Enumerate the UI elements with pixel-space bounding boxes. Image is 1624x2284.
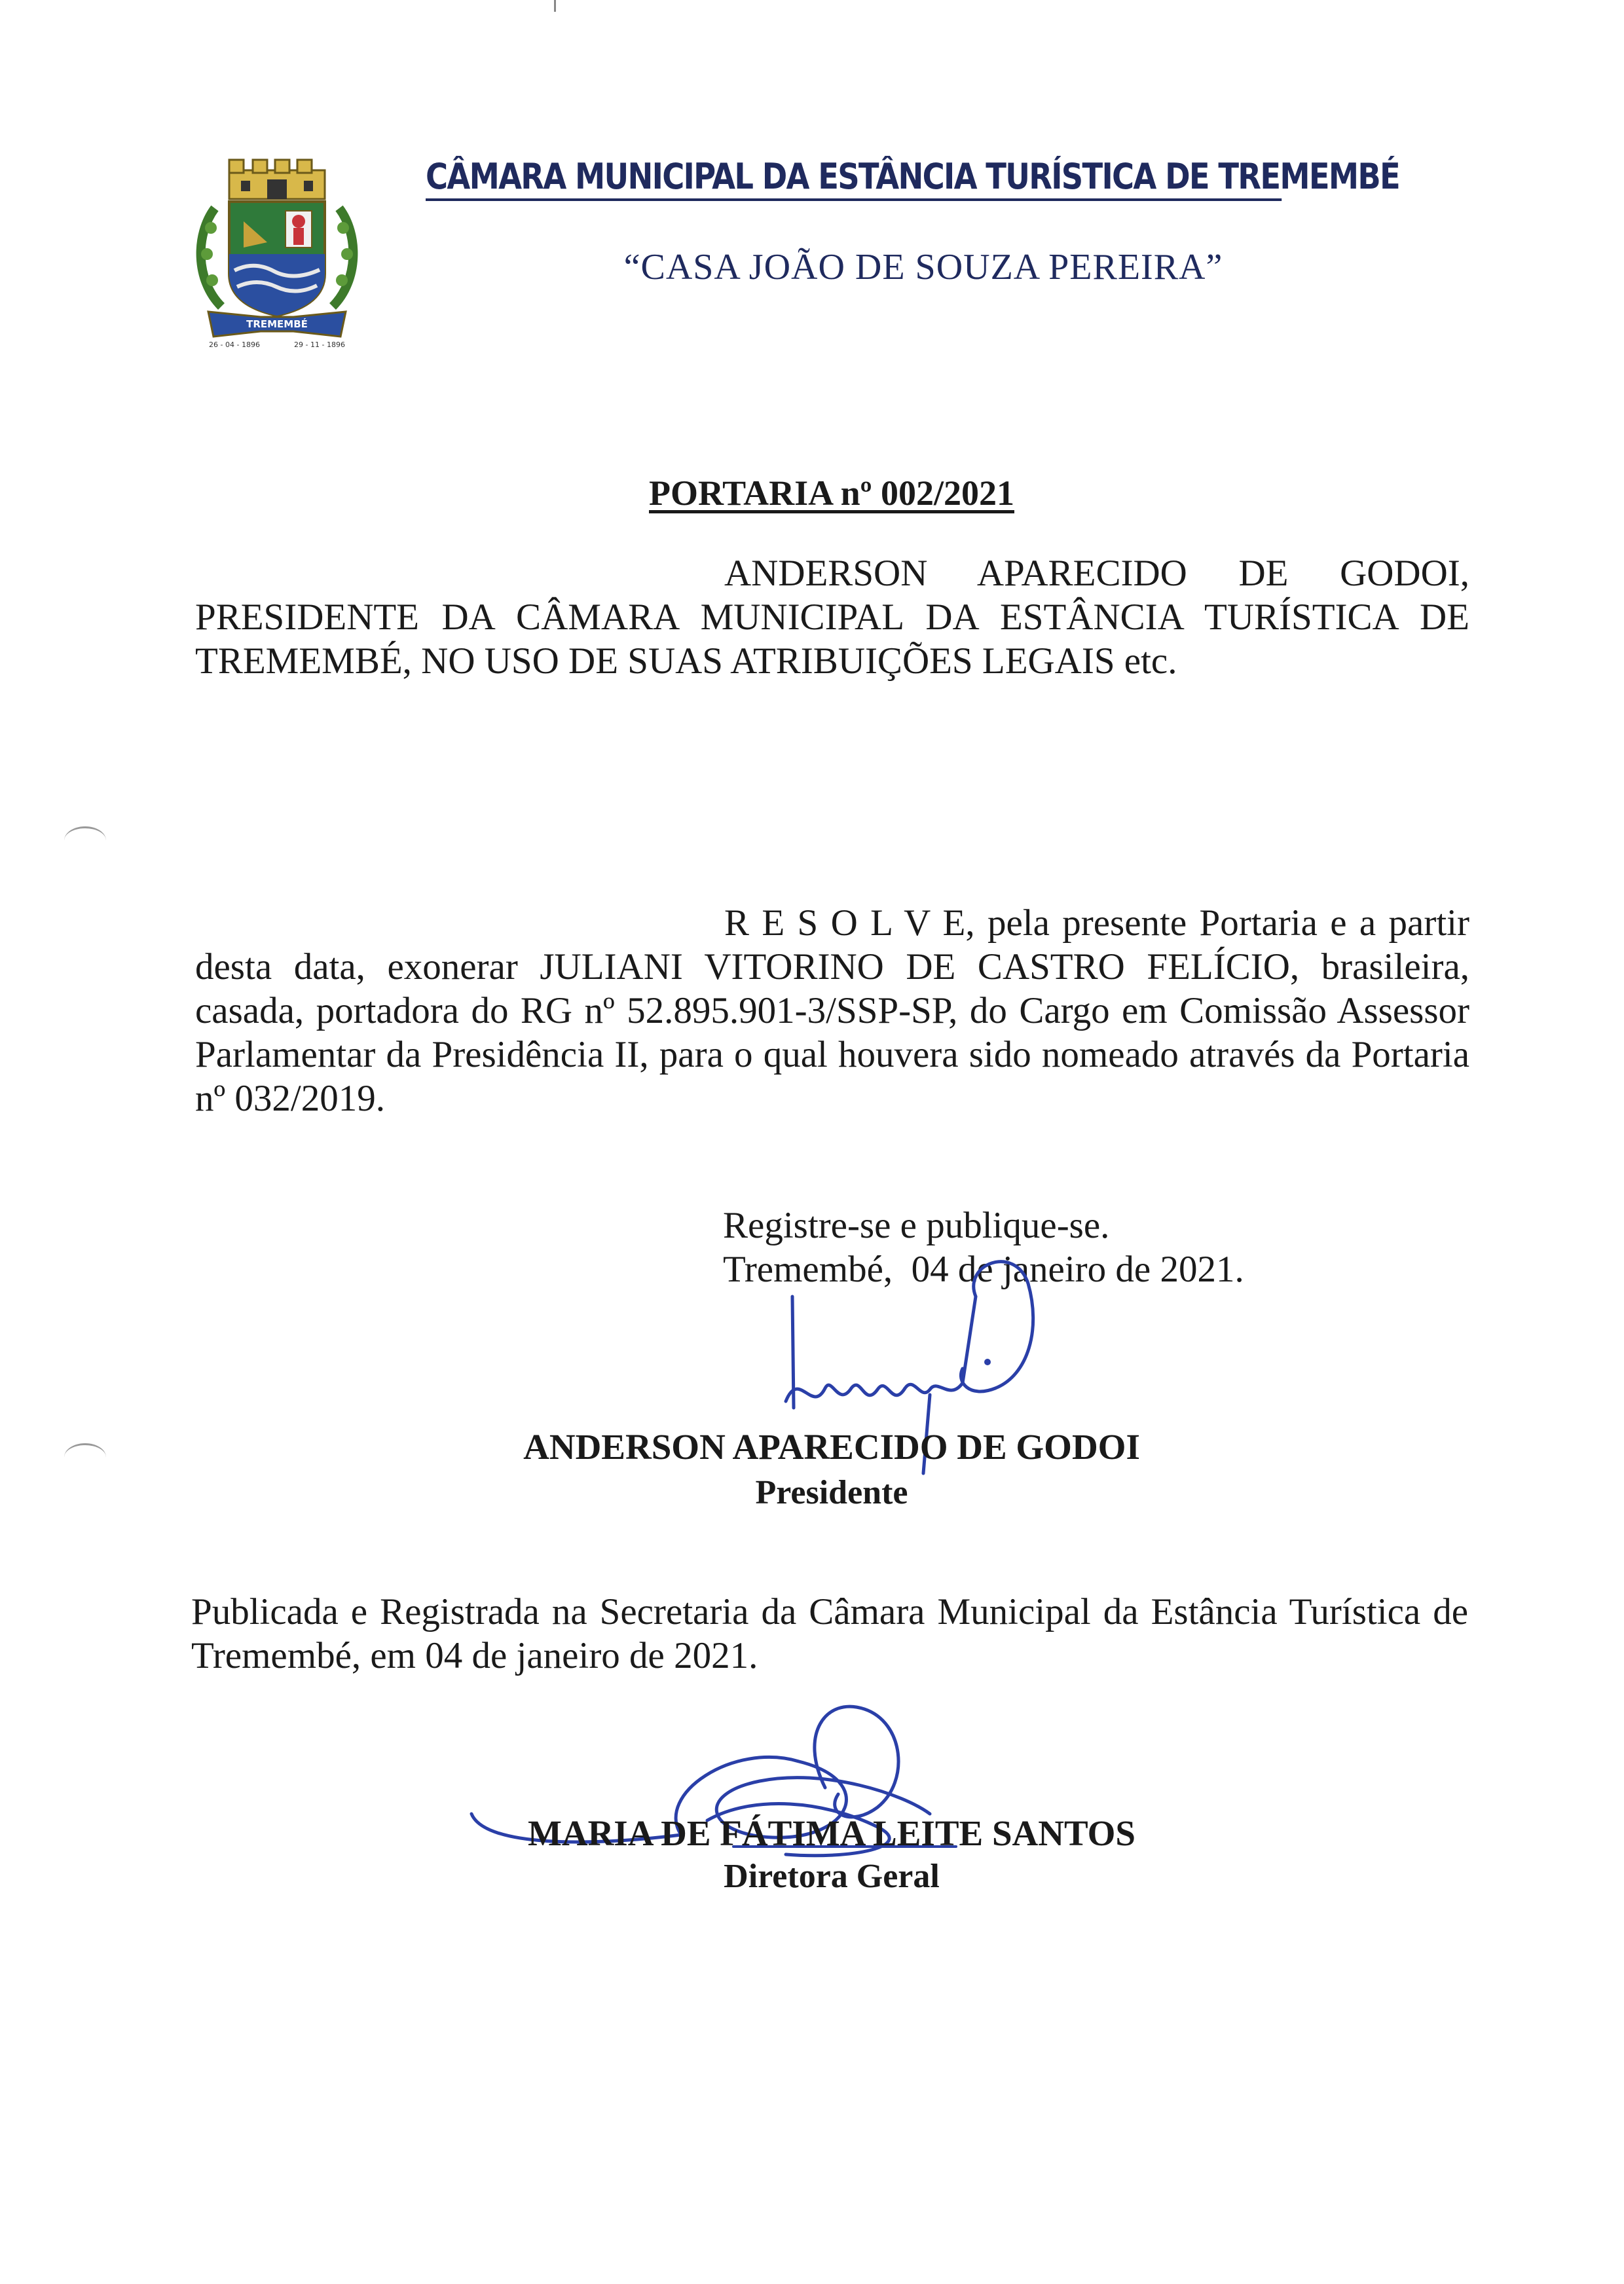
resolve-lead: R E S O L V E, pela presente Portaria e a partir (724, 902, 1469, 944)
signatory-name: ANDERSON APARECIDO DE GODOI (523, 1427, 1140, 1467)
signatory-role: Presidente (755, 1474, 908, 1511)
crest-date-right: 29 - 11 - 1896 (294, 341, 345, 349)
publication-note: Publicada e Registrada na Secretaria da Câmara Municipal da Estância Turística de Tremembé, em 04 de janeiro de 2021. (191, 1591, 1468, 1676)
intro-lead: ANDERSON APARECIDO DE GODOI, (724, 553, 1469, 594)
resolve-paragraph (195, 901, 1469, 1120)
place-date-line: Tremembé, 04 de janeiro de 2021. (723, 1249, 1244, 1290)
house-name: “CASA JOÃO DE SOUZA PEREIRA” (623, 247, 1223, 287)
resolve-rest: desta data, exonerar JULIANI VITORINO DE CASTRO FELÍCIO, brasileira, casada, portadora do RG nº 52.895.901-3/SSP-SP, do Cargo em Comissão Assessor Parlamentar da Presidência II, para o qual houvera sido nomeado através da Portaria nº 032/2019. (195, 946, 1469, 1119)
intro-paragraph (195, 551, 1469, 683)
intro-rest: PRESIDENTE DA CÂMARA MUNICIPAL DA ESTÂNCIA TURÍSTICA DE TREMEMBÉ, NO USO DE SUAS ATRIBUIÇÕES LEGAIS etc. (195, 597, 1469, 682)
document-title: PORTARIA nº 002/2021 (649, 473, 1014, 513)
signatory-name: MARIA DE FÁTIMA LEITE SANTOS (527, 1813, 1136, 1853)
scan-artifact (554, 0, 556, 12)
registration-block (723, 1204, 1244, 1291)
punch-hole-mark (64, 826, 106, 855)
institution-title: CÂMARA MUNICIPAL DA ESTÂNCIA TURÍSTICA DE TREMEMBÉ (426, 156, 1282, 201)
registre-line: Registre-se e publique-se. (723, 1205, 1110, 1246)
municipal-coat-of-arms-icon (189, 156, 365, 351)
crest-date-left: 26 - 04 - 1896 (209, 341, 260, 349)
signatory-role: Diretora Geral (724, 1858, 940, 1895)
crest-ribbon-text: TREMEMBÉ (246, 318, 308, 330)
